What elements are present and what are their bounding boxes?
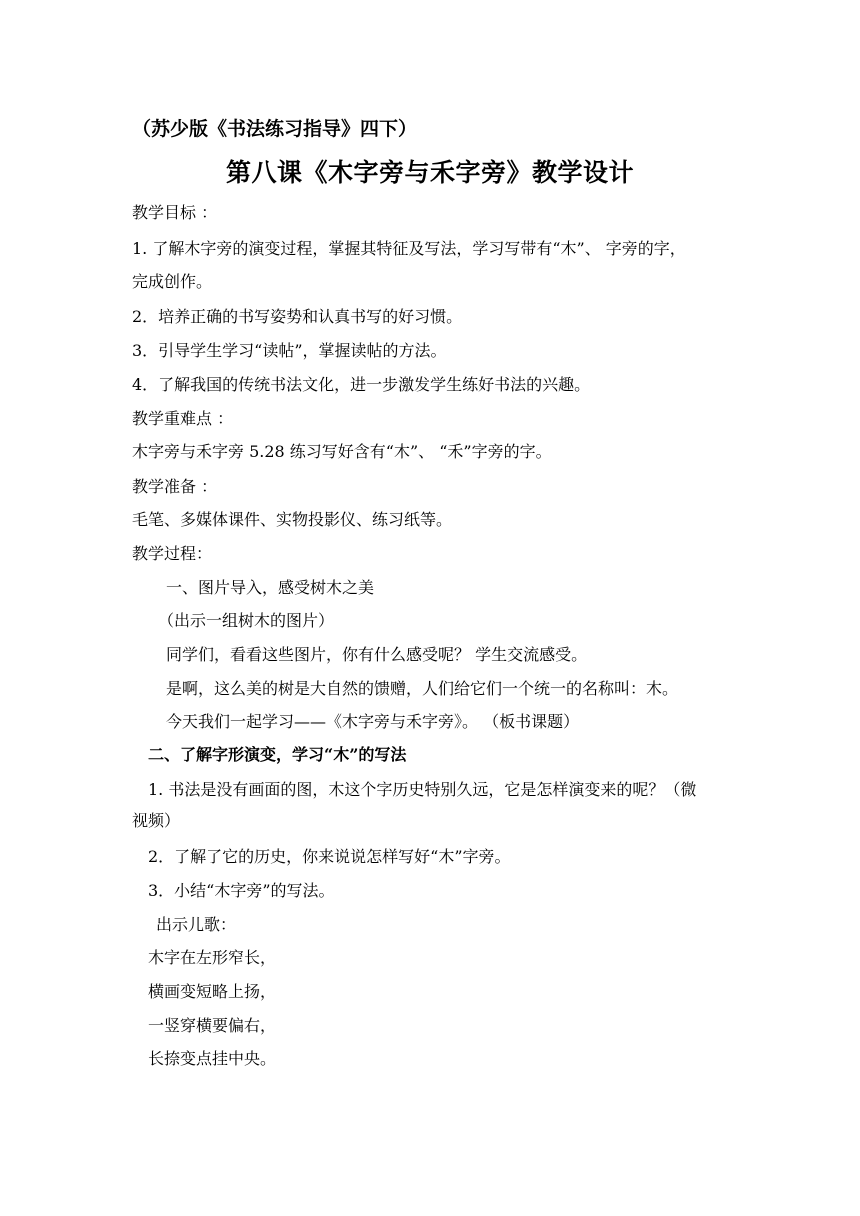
section-2-title: 二、了解字形演变，学习“木”的写法 bbox=[148, 745, 407, 764]
section-1-title: 一、图片导入，感受树木之美 bbox=[166, 578, 375, 597]
process-heading: 教学过程： bbox=[132, 544, 213, 563]
objective-1-line-1: 1. 了解木字旁的演变过程，掌握其特征及写法，学习写带有“木”、 字旁的字， bbox=[132, 239, 686, 258]
song-intro: 出示儿歌： bbox=[156, 915, 237, 934]
preparation-text: 毛笔、多媒体课件、实物投影仪、练习纸等。 bbox=[132, 510, 453, 529]
objectives-heading: 教学目标 ： bbox=[132, 203, 218, 222]
section-2-item-2: 2．了解了它的历史，你来说说怎样写好“木”字旁。 bbox=[148, 847, 511, 866]
song-line-3: 一竖穿横要偏右， bbox=[148, 1016, 277, 1035]
document-title: 第八课《木字旁与禾字旁》教学设计 bbox=[225, 158, 634, 187]
objective-2: 2．培养正确的书写姿势和认真书写的好习惯。 bbox=[132, 307, 463, 326]
objective-1-line-2: 完成创作。 bbox=[132, 272, 213, 291]
key-points-text: 木字旁与禾字旁 5.28 练习写好含有“木”、 “禾”字旁的字。 bbox=[132, 442, 552, 461]
section-2-item-1-line-2: 视频） bbox=[132, 811, 181, 830]
song-line-1: 木字在左形窄长， bbox=[148, 948, 277, 967]
section-1-p3: 是啊，这么美的树是大自然的馈赠，人们给它们一个统一的名称叫：木。 bbox=[166, 679, 679, 698]
section-2-item-3: 3．小结“木字旁”的写法。 bbox=[148, 881, 335, 900]
song-line-2: 横画变短略上扬， bbox=[148, 982, 277, 1001]
objective-3: 3．引导学生学习“读帖”，掌握读帖的方法。 bbox=[132, 341, 447, 360]
section-2-item-1-line-1: 1. 书法是没有画面的图，木这个字历史特别久远，它是怎样演变来的呢？（微 bbox=[148, 780, 697, 799]
section-1-p1: （出示一组树木的图片） bbox=[158, 611, 335, 630]
preparation-heading: 教学准备 ： bbox=[132, 477, 218, 496]
song-line-4: 长捺变点挂中央。 bbox=[148, 1049, 277, 1068]
key-points-heading: 教学重难点 ： bbox=[132, 409, 234, 428]
series-subtitle: （苏少版《书法练习指导》四下） bbox=[132, 118, 418, 140]
section-1-p4: 今天我们一起学习——《木字旁与禾字旁》。 （板书课题） bbox=[166, 712, 580, 731]
objective-4: 4．了解我国的传统书法文化，进一步激发学生练好书法的兴趣。 bbox=[132, 375, 591, 394]
section-1-p2: 同学们，看看这些图片，你有什么感受呢？ 学生交流感受。 bbox=[166, 645, 588, 664]
